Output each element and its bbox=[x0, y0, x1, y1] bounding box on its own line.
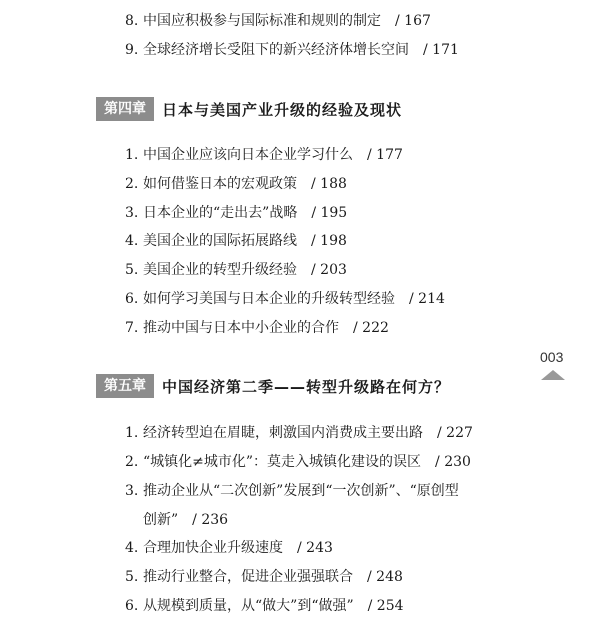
toc-entry bbox=[125, 538, 333, 558]
entry-page: / 236 bbox=[192, 512, 229, 528]
entry-page: / 195 bbox=[311, 205, 348, 221]
entry-number: 8. bbox=[125, 13, 139, 29]
entry-page: / 177 bbox=[367, 147, 403, 163]
chapter-tag: 第四章 bbox=[96, 97, 154, 121]
entry-page: / 227 bbox=[437, 425, 473, 441]
toc-entry bbox=[125, 260, 347, 280]
entry-page: / 243 bbox=[297, 540, 333, 556]
entry-title: 如何借鉴日本的宏观政策 bbox=[143, 176, 297, 192]
entry-title: 中国企业应该向日本企业学习什么 bbox=[143, 147, 353, 163]
entry-page: / 248 bbox=[367, 569, 403, 585]
toc-entry bbox=[125, 11, 431, 31]
page-number: 003 bbox=[540, 349, 564, 365]
entry-title: 经济转型迫在眉睫，刺激国内消费成主要出路 bbox=[143, 425, 423, 441]
entry-number: 3. bbox=[125, 483, 139, 499]
entry-number: 4. bbox=[125, 540, 139, 556]
entry-number: 6. bbox=[125, 598, 139, 614]
toc-entry bbox=[125, 318, 389, 338]
entry-number: 5. bbox=[125, 569, 139, 585]
toc-entry bbox=[125, 40, 459, 60]
entry-number: 9. bbox=[125, 42, 139, 58]
entry-page: / 198 bbox=[311, 233, 347, 249]
entry-number: 1. bbox=[125, 425, 139, 441]
entry-title: 从规模到质量，从“做大”到“做强” bbox=[143, 598, 354, 614]
entry-page: / 171 bbox=[423, 42, 459, 58]
entry-page: / 230 bbox=[435, 454, 471, 470]
entry-title: 如何学习美国与日本企业的升级转型经验 bbox=[143, 291, 395, 307]
entry-number: 4. bbox=[125, 233, 139, 249]
entry-number: 2. bbox=[125, 176, 139, 192]
entry-number: 2. bbox=[125, 454, 139, 470]
toc-entry bbox=[125, 452, 471, 472]
toc-entry-continuation bbox=[143, 510, 228, 530]
entry-number: 3. bbox=[125, 205, 139, 221]
entry-number: 6. bbox=[125, 291, 139, 307]
entry-title: “城镇化≠城市化”：莫走入城镇化建设的误区 bbox=[143, 454, 422, 470]
chapter-tag: 第五章 bbox=[96, 374, 154, 398]
toc-entry bbox=[125, 567, 403, 587]
entry-title: 推动行业整合，促进企业强强联合 bbox=[143, 569, 353, 585]
toc-entry bbox=[125, 289, 445, 309]
entry-title: 推动中国与日本中小企业的合作 bbox=[143, 320, 339, 336]
toc-entry bbox=[125, 203, 347, 223]
entry-title-continued: 创新” bbox=[143, 512, 179, 528]
chapter-heading bbox=[96, 97, 402, 121]
entry-page: / 254 bbox=[367, 598, 404, 614]
entry-page: / 214 bbox=[409, 291, 445, 307]
entry-number: 7. bbox=[125, 320, 139, 336]
entry-number: 1. bbox=[125, 147, 139, 163]
entry-title: 全球经济增长受阻下的新兴经济体增长空间 bbox=[143, 42, 409, 58]
toc-entry bbox=[125, 423, 473, 443]
toc-entry bbox=[125, 596, 404, 616]
chapter-heading bbox=[96, 374, 450, 398]
chapter-title: 日本与美国产业升级的经验及现状 bbox=[162, 100, 403, 119]
entry-page: / 167 bbox=[395, 13, 431, 29]
entry-number: 5. bbox=[125, 262, 139, 278]
toc-entry bbox=[125, 174, 347, 194]
toc-entry bbox=[125, 231, 347, 251]
entry-page: / 203 bbox=[311, 262, 347, 278]
toc-entry bbox=[125, 481, 459, 501]
toc-entry bbox=[125, 145, 403, 165]
entry-title: 美国企业的国际拓展路线 bbox=[143, 233, 297, 249]
entry-title: 合理加快企业升级速度 bbox=[143, 540, 283, 556]
entry-page: / 188 bbox=[311, 176, 347, 192]
entry-title: 中国应积极参与国际标准和规则的制定 bbox=[143, 13, 381, 29]
entry-title: 推动企业从“二次创新”发展到“一次创新”、“原创型 bbox=[143, 483, 459, 499]
entry-title: 日本企业的“走出去”战略 bbox=[143, 205, 298, 221]
entry-title: 美国企业的转型升级经验 bbox=[143, 262, 297, 278]
page-marker-triangle-icon bbox=[541, 370, 565, 380]
entry-page: / 222 bbox=[353, 320, 389, 336]
chapter-title: 中国经济第二季——转型升级路在何方？ bbox=[162, 377, 451, 396]
